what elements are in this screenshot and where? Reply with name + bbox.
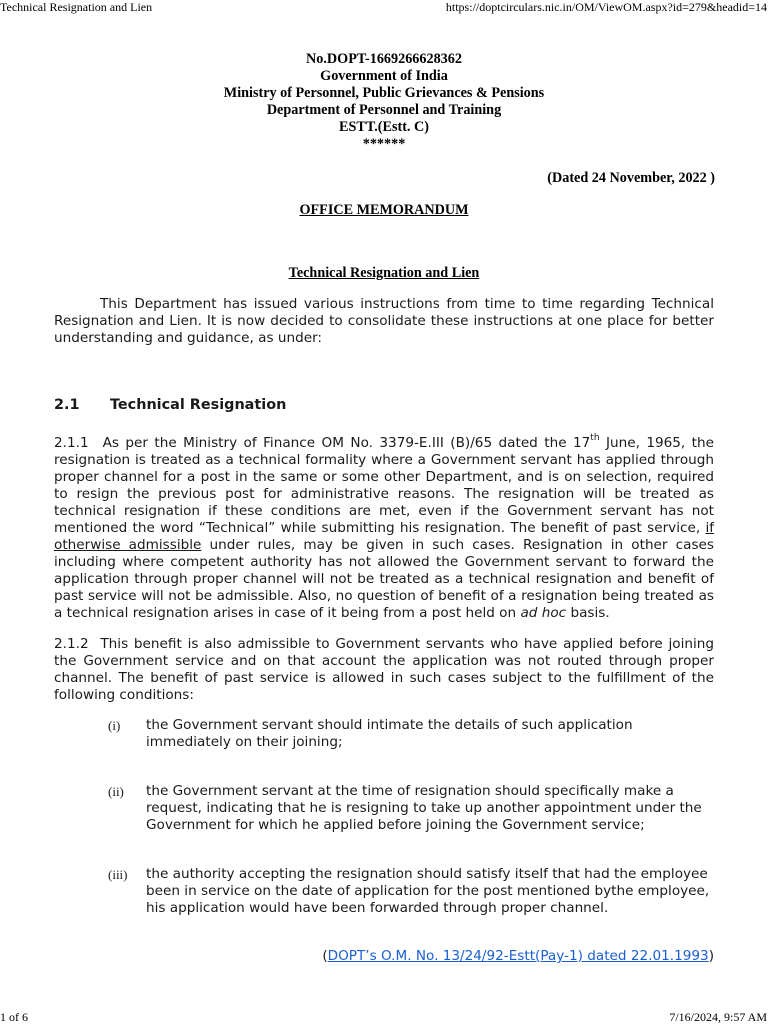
paragraph-2-1-2 [54, 636, 714, 704]
print-header-title: Technical Resignation and Lien [0, 0, 153, 14]
section-name: ESTT.(Estt. C) [339, 119, 429, 135]
underlined-text: if otherwise admissible [54, 520, 714, 553]
section-title: Technical Resignation [110, 397, 287, 413]
letterhead-stars: ****** [362, 136, 406, 152]
condition-text: the Government servant should intimate the details of such application immediately on their joining; [146, 717, 633, 750]
print-timestamp: 7/16/2024, 9:57 AM [669, 1010, 767, 1024]
memo-date: (Dated 24 November, 2022 ) [547, 170, 715, 186]
condition-item [108, 783, 718, 834]
condition-item [108, 717, 718, 751]
intro-paragraph: This Department has issued various instructions from time to time regarding Technical Resignation and Lien. It is now decided to consolidate these instructions at one place for better understanding and guidance, as under: [54, 296, 714, 346]
section-heading [54, 396, 286, 414]
page-indicator: 1 of 6 [0, 1010, 28, 1024]
government-name: Government of India [320, 68, 448, 84]
condition-label: (ii) [108, 784, 124, 799]
paragraph-number: 2.1.1 [54, 435, 89, 451]
reference-close-paren: ) [708, 948, 714, 964]
print-header-url: https://doptcirculars.nic.in/OM/ViewOM.aspx?id=279&headid=14 [445, 0, 767, 14]
reference-open-paren: ( [322, 948, 328, 964]
memo-title: OFFICE MEMORANDUM [299, 202, 469, 218]
memo-subject: Technical Resignation and Lien [288, 265, 480, 281]
condition-label: (iii) [108, 867, 128, 882]
letterhead [0, 51, 768, 153]
condition-text: the authority accepting the resignation should satisfy itself that had the employee been in service on the date of application for the post mentioned bythe employee, his application would have been forwarded through proper channel. [146, 866, 710, 916]
paragraph-text: As per the Ministry of Finance OM No. 3379-E.III (B)/65 dated the 17 [102, 435, 591, 451]
paragraph-text: basis. [566, 605, 610, 621]
condition-label: (i) [108, 718, 121, 733]
paragraph-number: 2.1.2 [54, 636, 89, 652]
ordinal-suffix: th [590, 433, 600, 444]
paragraph-text: June, 1965, the resignation is treated as a technical formality where a Government servant has applied through proper channel for a post in the same or some other Department, and is on selection, required to resign the previous post for administrative reasons. The resignation will be treated as technical resignation if these conditions are met, even if the Government servant has not mentioned the word “Technical” while submitting his resignation. The benefit of past service, [54, 435, 714, 536]
section-number: 2.1 [54, 397, 80, 413]
reference-link[interactable]: DOPT’s O.M. No. 13/24/92-Estt(Pay-1) dated 22.01.1993 [327, 948, 709, 964]
paragraph-text: This benefit is also admissible to Government servants who have applied before joining the Government service and on that account the application was not routed through proper channel. The benefit of past service is allowed in such cases subject to the fulfillment of the following conditions: [54, 636, 714, 703]
italic-text: ad hoc [520, 605, 567, 621]
om-number: No.DOPT-1669266628362 [306, 51, 462, 67]
condition-item [108, 866, 718, 917]
reference [322, 947, 714, 965]
paragraph-2-1-1 [54, 435, 714, 622]
department-name: Department of Personnel and Training [266, 102, 502, 118]
paragraph-text: under rules, may be given in such cases. Resignation in other cases including where competent authority has not allowed the Government servant to forward the application through proper channel will not be treated as a technical resignation and benefit of past service will not be admissible. Also, no question of benefit of a resignation being treated as a technical resignation arises in case of it being from a post held on [54, 537, 714, 621]
ministry-name: Ministry of Personnel, Public Grievances & Pensions [223, 85, 545, 101]
condition-text: the Government servant at the time of resignation should specifically make a request, indicating that he is resigning to take up another appointment under the Government for which he applied before joining the Government service; [146, 783, 702, 833]
